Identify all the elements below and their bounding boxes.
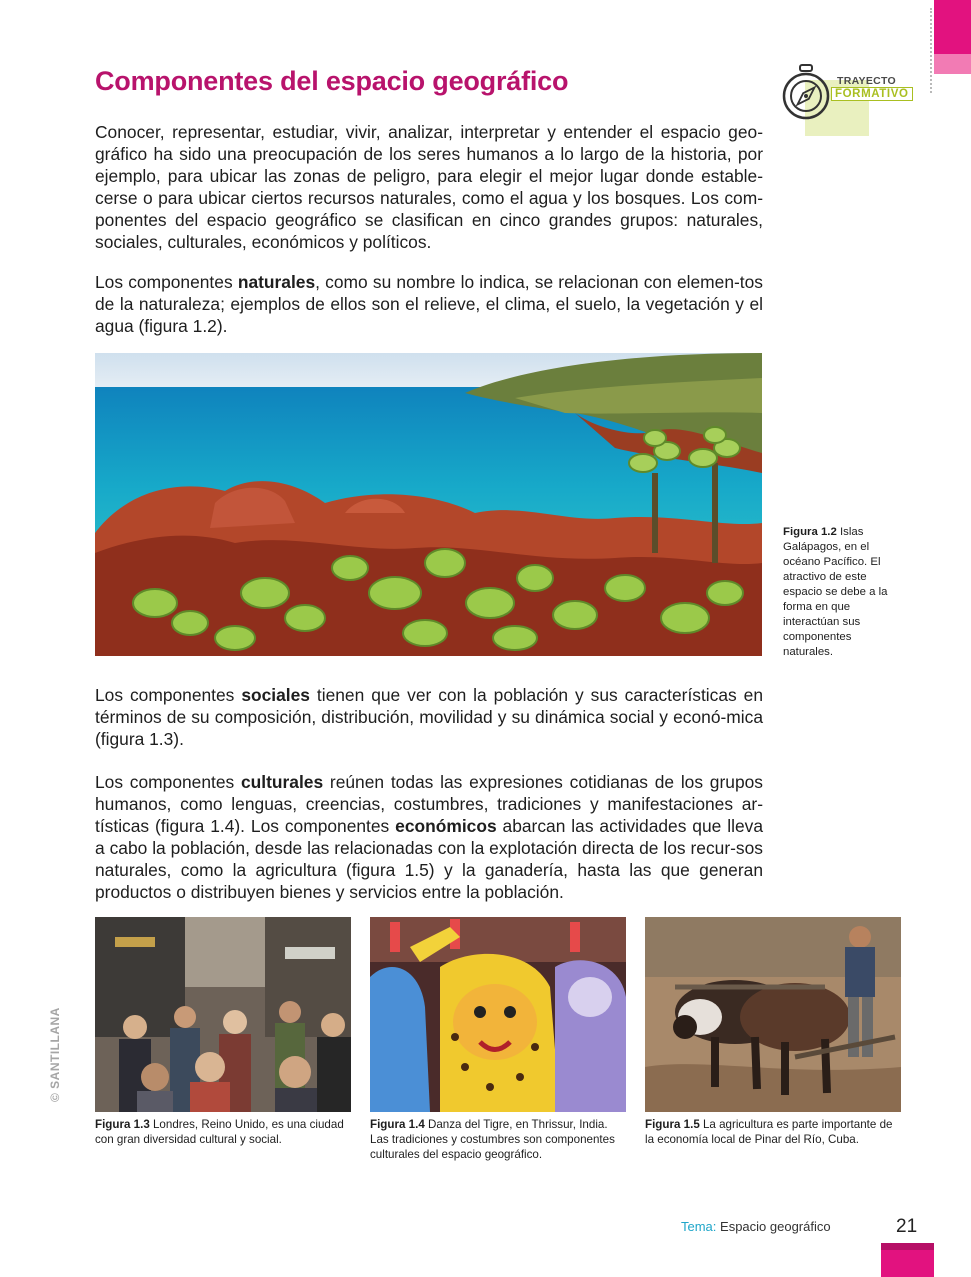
caption-figure-1-2 [783, 525, 903, 660]
footer-topic [681, 1219, 831, 1234]
publisher-mark: © SANTILLANA [48, 1007, 62, 1102]
caption-figure-1-3 [95, 1117, 351, 1147]
paragraph-text: , como su nombre lo indica, se relacionan con elemen-tos de la naturaleza; ejemplos de ellos son el relieve, el clima, el suelo, la vegetación y el agua (figura 1.2). [95, 272, 763, 336]
badge-line2: FORMATIVO [831, 87, 913, 101]
keyword-naturales: naturales [237, 272, 316, 292]
tiger-dance-photo [370, 917, 626, 1112]
london-crowd-photo [95, 917, 351, 1112]
keyword-economicos: económicos [395, 816, 497, 836]
caption-text: La agricultura es parte importante de la economía local de Pinar del Río, Cuba. [645, 1118, 893, 1146]
footer-topic-value: Espacio geográfico [716, 1219, 831, 1234]
badge-line1: TRAYECTO [837, 75, 896, 87]
dotted-rule [930, 8, 934, 93]
figure-label: Figura 1.2 [783, 526, 837, 538]
figure-label: Figura 1.5 [645, 1118, 700, 1131]
compass-icon [781, 64, 833, 124]
page-title: Componentes del espacio geográfico [95, 66, 569, 96]
paragraph-intro: Conocer, representar, estudiar, vivir, analizar, interpretar y entender el espacio geo-gráfico ha sido una preocupación de los seres humanos a lo largo de la historia, por ejemplo, para ubicar las zonas de peligro, para elegir el mejor lugar donde estable-cerse o para ubicar ciertos recursos naturales, como el agua y los bosques. Los com-ponentes del espacio geográfico se clasifican en cinco grandes grupos: naturales, sociales, culturales, económicos y políticos. [95, 122, 763, 252]
paragraph-naturales [95, 271, 763, 337]
keyword-culturales: culturales [240, 772, 324, 792]
oxen-plowing-photo [645, 917, 901, 1112]
corner-tab-top [934, 0, 971, 54]
caption-text: Danza del Tigre, en Thrissur, India. Las tradiciones y costumbres son componentes culturales del espacio geográfico. [370, 1118, 615, 1161]
paragraph-text: Los componentes [95, 272, 238, 292]
paragraph-text: abarcan las actividades que lleva a cabo la población, desde las relacionadas con la explotación directa de los recur-sos naturales, como la agricultura (figura 1.5) y la ganadería, hasta las que generan productos o distribuyen bienes y servicios entre la población. [95, 816, 763, 902]
caption-text: Londres, Reino Unido, es una ciudad con gran diversidad cultural y social. [95, 1118, 344, 1146]
figure-label: Figura 1.3 [95, 1118, 150, 1131]
paragraph-sociales [95, 684, 763, 750]
paragraph-culturales [95, 771, 763, 903]
corner-tab-top-light [934, 54, 971, 74]
page-number: 21 [896, 1216, 918, 1237]
figure-label: Figura 1.4 [370, 1118, 425, 1131]
keyword-sociales: sociales [241, 685, 310, 705]
caption-figure-1-4 [370, 1117, 626, 1162]
paragraph-text: reúnen todas las expresiones cotidianas de los grupos humanos, como lenguas, creencias, costumbres, tradiciones y manifestaciones ar-tísticas (figura 1.4). Los componentes [95, 772, 763, 836]
caption-text: Islas Galápagos, en el océano Pacífico. El atractivo de este espacio se debe a la forma en que interactúan sus componentes naturales. [783, 526, 888, 658]
footer-topic-label: Tema: [681, 1219, 717, 1234]
caption-figure-1-5 [645, 1117, 901, 1147]
paragraph-text: Los componentes [95, 685, 242, 705]
paragraph-text: tienen que ver con la población y sus características en términos de su composición, distribución, movilidad y su dinámica social y econó-mica (figura 1.3). [95, 685, 764, 749]
galapagos-photo [95, 353, 762, 656]
corner-tab-bottom-edge [881, 1243, 934, 1250]
paragraph-text: Los componentes [95, 772, 241, 792]
